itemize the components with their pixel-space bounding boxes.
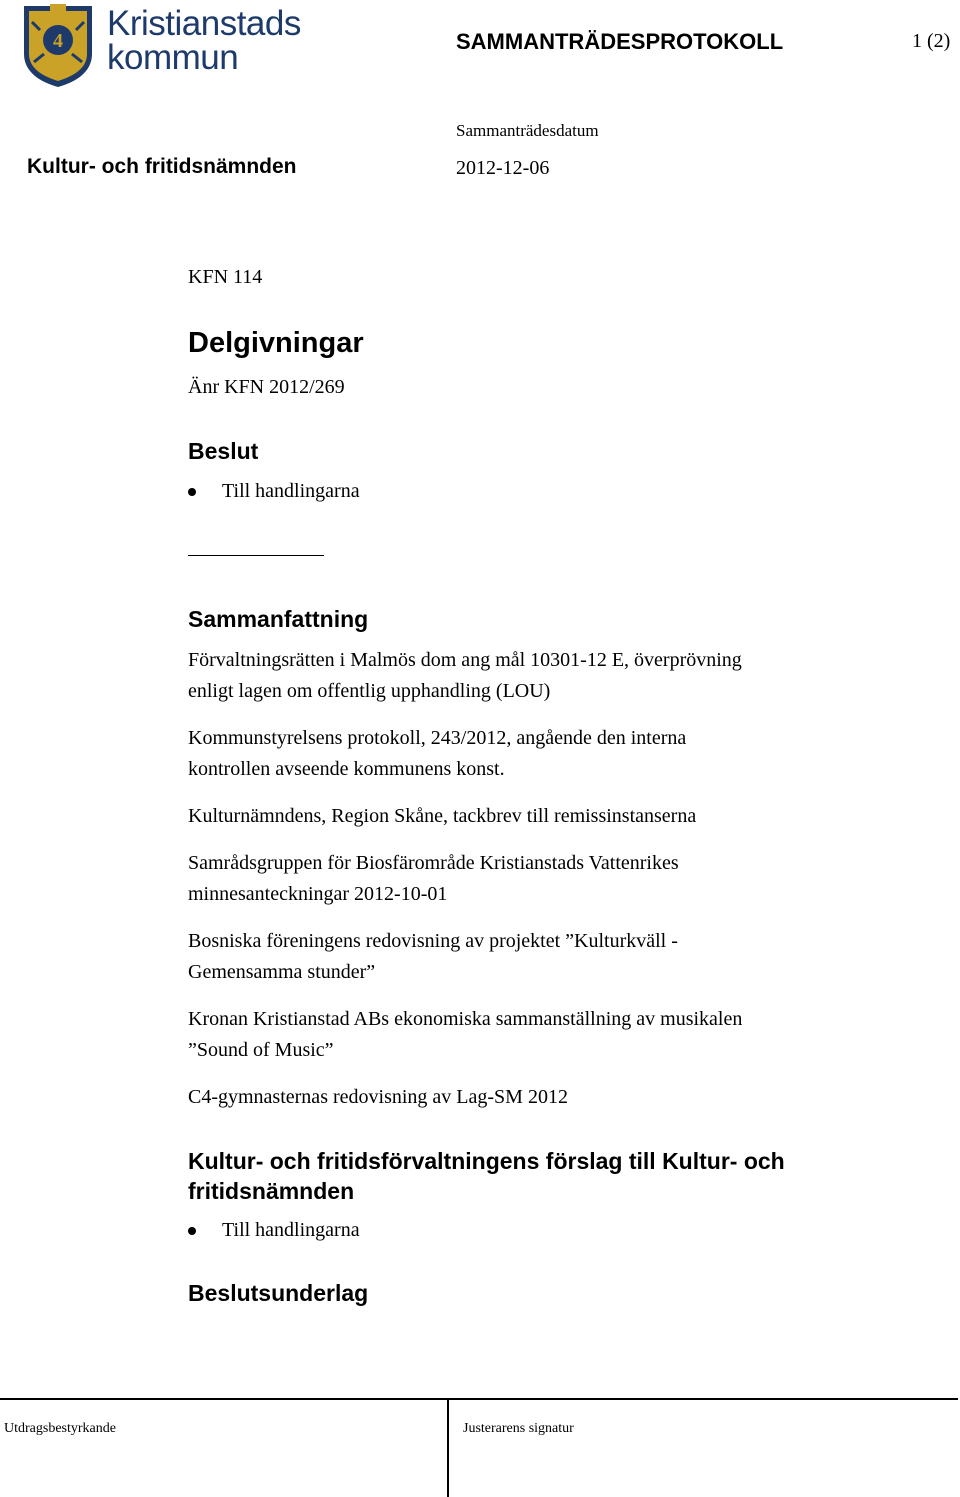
forslag-heading <box>188 1146 785 1206</box>
bullet-icon <box>188 488 196 496</box>
summary-paragraph <box>188 645 742 707</box>
summary-line: enligt lagen om offentlig upphandling (LOU) <box>188 680 551 702</box>
logo-text-line2: kommun <box>107 38 239 77</box>
forslag-heading-line: Kultur- och fritidsförvaltningens förslag till Kultur- och <box>188 1148 785 1174</box>
meeting-date-label: Sammanträdesdatum <box>456 121 599 140</box>
summary-line: C4-gymnasternas redovisning av Lag-SM 2012 <box>188 1086 568 1108</box>
svg-text:4: 4 <box>53 30 63 52</box>
meeting-date: 2012-12-06 <box>456 157 550 179</box>
summary-line: Samrådsgruppen för Biosfärområde Kristianstads Vattenrikes <box>188 852 679 874</box>
case-number: Änr KFN 2012/269 <box>188 376 345 398</box>
summary-line: kontrollen avseende kommunens konst. <box>188 758 505 780</box>
summary-line: Bosniska föreningens redovisning av projektet ”Kulturkväll - <box>188 930 678 952</box>
item-title: Delgivningar <box>188 327 364 359</box>
forslag-bullet-text: Till handlingarna <box>222 1219 360 1241</box>
beslut-heading: Beslut <box>188 438 259 464</box>
logo-text-line1: Kristianstads <box>107 4 301 43</box>
beslut-bullet-item <box>188 476 588 507</box>
sammanfattning-heading: Sammanfattning <box>188 606 369 632</box>
forslag-heading-line: fritidsnämnden <box>188 1178 355 1204</box>
forslag-bullet-item <box>188 1215 588 1246</box>
page-number: 1 (2) <box>912 30 951 52</box>
summary-line: Gemensamma stunder” <box>188 961 376 983</box>
summary-line: Kulturnämndens, Region Skåne, tackbrev till remissinstanserna <box>188 805 697 827</box>
footer-top-rule <box>0 1398 958 1400</box>
summary-line: Förvaltningsrätten i Malmös dom ang mål 10301-12 E, överprövning <box>188 649 742 671</box>
footer-left-label: Utdragsbestyrkande <box>4 1421 116 1436</box>
summary-paragraph <box>188 1082 568 1113</box>
coat-of-arms-icon <box>20 2 96 88</box>
summary-paragraph <box>188 801 696 832</box>
summary-paragraph <box>188 848 679 910</box>
summary-line: Kommunstyrelsens protokoll, 243/2012, angående den interna <box>188 727 687 749</box>
footer-right-label: Justerarens signatur <box>463 1421 574 1436</box>
beslut-bullet-text: Till handlingarna <box>222 480 360 502</box>
bullet-icon <box>188 1227 196 1235</box>
municipality-logo <box>20 2 300 88</box>
divider <box>188 555 324 556</box>
summary-paragraph <box>188 723 686 785</box>
summary-line: Kronan Kristianstad ABs ekonomiska sammanställning av musikalen <box>188 1008 743 1030</box>
item-number: KFN 114 <box>188 266 263 288</box>
summary-line: minnesanteckningar 2012-10-01 <box>188 883 448 905</box>
summary-paragraph <box>188 926 678 988</box>
summary-line: ”Sound of Music” <box>188 1039 334 1061</box>
beslutsunderlag-heading: Beslutsunderlag <box>188 1280 369 1306</box>
summary-paragraph <box>188 1004 742 1066</box>
footer-divider <box>447 1400 449 1497</box>
committee-name: Kultur- och fritidsnämnden <box>27 155 297 178</box>
document-type: SAMMANTRÄDESPROTOKOLL <box>456 29 784 54</box>
